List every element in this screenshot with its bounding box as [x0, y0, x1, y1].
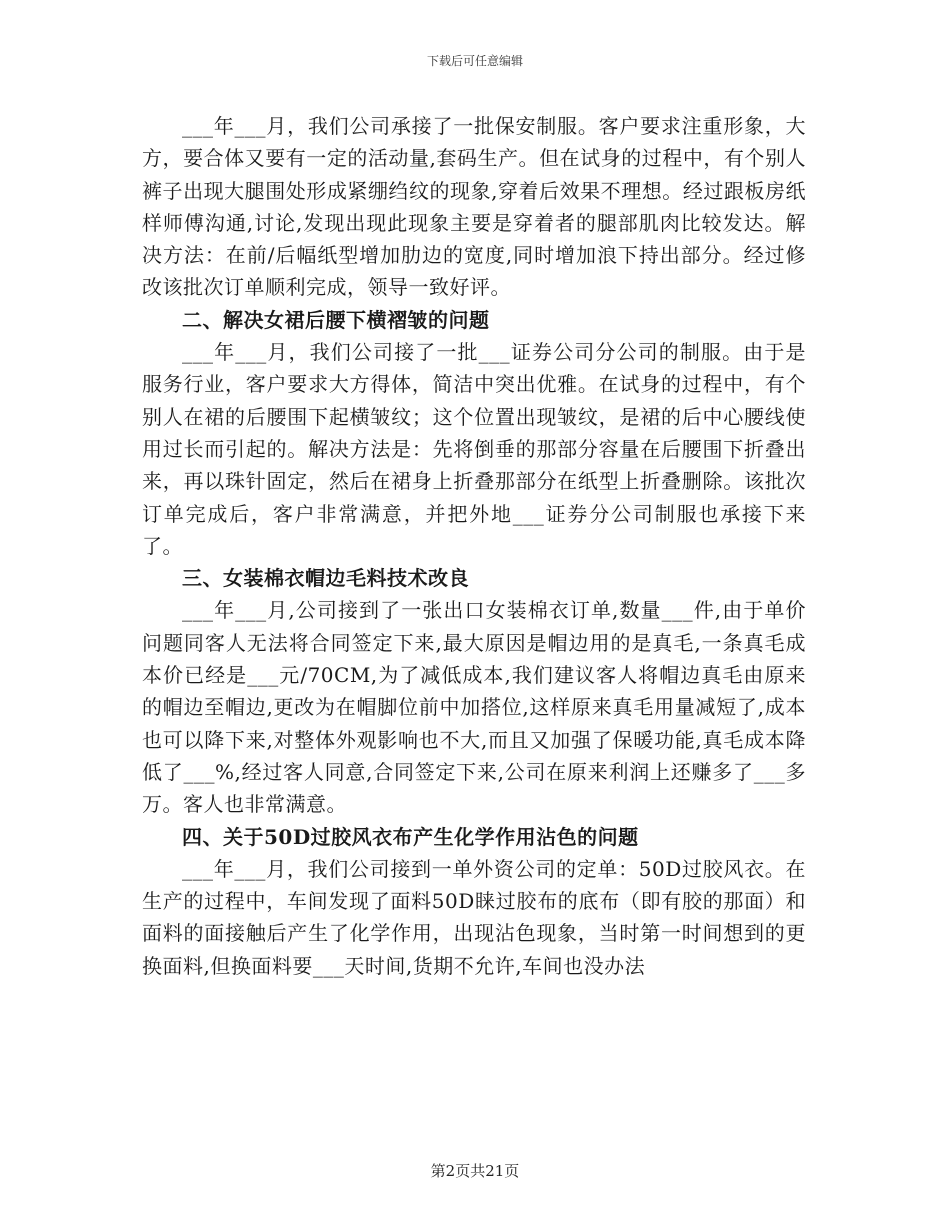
page-number: 第2页共21页	[430, 1162, 520, 1180]
paragraph-skirt-wrinkle: ___年___月，我们公司接了一批___证券公司分公司的制服。由于是服务行业，客户要求大方得体，简洁中突出优雅。在试身的过程中，有个别人在裙的后腰围下起横皱纹；这个位置出现皱纹，是裙的后中心腰线使用过长而引起的。解决方法是：先将倒垂的那部分容量在后腰围下折叠出来，再以珠针固定，然后在裙身上折叠那部分在纸型上折叠删除。该批次订单完成后，客户非常满意，并把外地___证券分公司制服也承接下来了。	[142, 340, 806, 558]
page-header-note: 下载后可任意编辑	[426, 54, 523, 68]
document-body	[142, 110, 806, 982]
heading-hood-fur: 三、女装棉衣帽边毛料技术改良	[182, 566, 469, 591]
heading-coated-fabric: 四、关于50D过胶风衣布产生化学作用沾色的问题	[182, 824, 639, 849]
paragraph-security-uniform: ___年___月，我们公司承接了一批保安制服。客户要求注重形象，大方，要合体又要有一定的活动量,套码生产。但在试身的过程中，有个别人裤子出现大腿围处形成紧绷绉纹的现象,穿着后效果不理想。经过跟板房纸样师傅沟通,讨论,发现出现此现象主要是穿着者的腿部肌肉比较发达。解决方法：在前/后幅纸型增加肋边的宽度,同时增加浪下持出部分。经过修改该批次订单顺利完成，领导一致好评。	[142, 114, 806, 300]
heading-skirt-wrinkle: 二、解决女裙后腰下横褶皱的问题	[182, 307, 490, 332]
paragraph-hood-fur: ___年___月,公司接到了一张出口女装棉衣订单,数量___件,由于单价问题同客人无法将合同签定下来,最大原因是帽边用的是真毛,一条真毛成本价已经是___元/70CM,为了减低成本,我们建议客人将帽边真毛由原来的帽边至帽边,更改为在帽脚位前中加搭位,这样原来真毛用量减短了,成本也可以降下来,对整体外观影响也不大,而且又加强了保暖功能,真毛成本降低了___%,经过客人同意,合同签定下来,公司在原来利润上还赚多了___多万。客人也非常满意。	[142, 598, 806, 817]
paragraph-coated-fabric: ___年___月，我们公司接到一单外资公司的定单：50D过胶风衣。在生产的过程中，车间发现了面料50D睐过胶布的底布（即有胶的那面）和面料的面接触后产生了化学作用，出现沾色现象，当时第一时间想到的更换面料,但换面料要___天时间,货期不允许,车间也没办法	[142, 856, 806, 978]
